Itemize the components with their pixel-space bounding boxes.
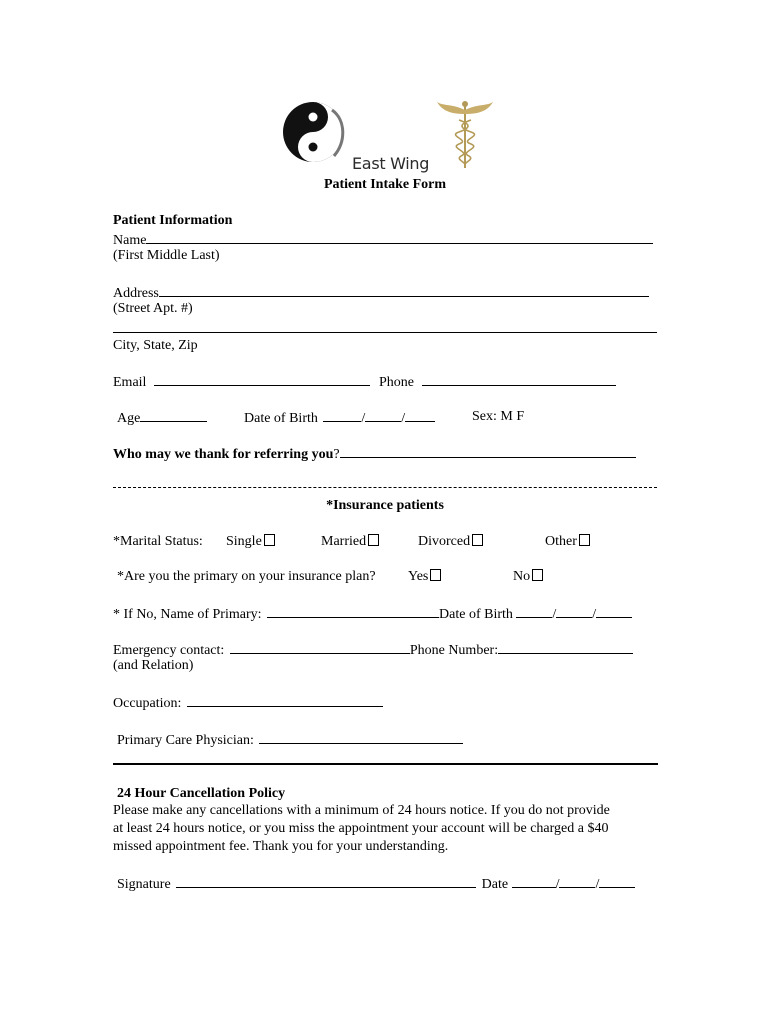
brand-name: East Wing (352, 154, 430, 173)
primary-question: *Are you the primary on your insurance plan? (117, 569, 376, 584)
dob-row (244, 409, 435, 427)
name-label: Name (113, 233, 147, 248)
name-hint: (First Middle Last) (113, 248, 220, 263)
form-title: Patient Intake Form (323, 177, 447, 192)
primary-name-label: * If No, Name of Primary: (113, 607, 262, 622)
insurance-heading: *Insurance patients (326, 498, 444, 513)
age-label: Age (117, 411, 141, 426)
policy-divider (113, 763, 658, 765)
marital-option-divorced[interactable] (418, 534, 483, 550)
phone-field[interactable] (422, 373, 616, 386)
divorced-checkbox[interactable] (472, 534, 483, 546)
dob-year-field[interactable] (405, 409, 435, 422)
emergency-contact-field[interactable] (230, 641, 410, 654)
city-label: City, State, Zip (113, 338, 198, 353)
marital-option-other[interactable] (545, 534, 590, 550)
age-field[interactable] (140, 409, 207, 422)
single-checkbox[interactable] (264, 534, 275, 546)
emergency-phone-field[interactable] (498, 641, 633, 654)
primary-name-field[interactable] (267, 605, 439, 618)
signature-row (117, 875, 635, 893)
date-label: Date (481, 877, 509, 892)
date-separator: / (555, 877, 560, 892)
emergency-phone-label: Phone Number: (409, 643, 499, 658)
address-field[interactable] (159, 284, 649, 297)
other-checkbox[interactable] (579, 534, 590, 546)
physician-label: Primary Care Physician: (117, 733, 254, 748)
section-divider (113, 487, 657, 488)
signature-label: Signature (117, 877, 171, 892)
emergency-label: Emergency contact: (113, 643, 225, 658)
primary-dob-month-field[interactable] (516, 605, 552, 618)
address-label: Address (113, 286, 159, 301)
dob-separator: / (361, 411, 366, 426)
phone-label: Phone (379, 375, 414, 390)
dob-label: Date of Birth (244, 411, 318, 426)
physician-row (117, 731, 463, 749)
date-month-field[interactable] (512, 875, 556, 888)
option-label: Married (321, 534, 367, 549)
married-checkbox[interactable] (368, 534, 379, 546)
option-label: Divorced (418, 534, 471, 549)
policy-line-1: Please make any cancellations with a minimum of 24 hours notice. If you do not provide (113, 803, 610, 818)
occupation-row (113, 694, 383, 712)
dob-separator: / (401, 411, 406, 426)
primary-dob-year-field[interactable] (596, 605, 632, 618)
name-row (113, 231, 653, 249)
dob-day-field[interactable] (365, 409, 401, 422)
physician-field[interactable] (259, 731, 463, 744)
occupation-field[interactable] (187, 694, 383, 707)
no-checkbox[interactable] (532, 569, 543, 581)
signature-field[interactable] (176, 875, 476, 888)
policy-heading: 24 Hour Cancellation Policy (117, 786, 286, 801)
yes-checkbox[interactable] (430, 569, 441, 581)
age-row (117, 409, 207, 427)
option-label: Other (545, 534, 577, 549)
primary-no-option[interactable] (513, 569, 543, 585)
primary-yes-option[interactable] (408, 569, 441, 585)
policy-line-2: at least 24 hours notice, or you miss the appointment your account will be charged a $40 (113, 821, 609, 836)
primary-dob-label: Date of Birth (439, 607, 513, 622)
address-hint: (Street Apt. #) (113, 301, 193, 316)
email-label: Email (113, 375, 147, 390)
marital-option-married[interactable] (321, 534, 379, 550)
no-label: No (513, 569, 531, 584)
phone-row (379, 373, 616, 391)
option-label: Single (226, 534, 262, 549)
dob-separator: / (592, 607, 597, 622)
occupation-label: Occupation: (113, 696, 182, 711)
referral-question-mark: ? (333, 447, 340, 462)
dob-month-field[interactable] (323, 409, 361, 422)
emergency-row (113, 641, 633, 659)
email-row (113, 373, 370, 391)
policy-line-3: missed appointment fee. Thank you for your understanding. (113, 839, 449, 854)
date-year-field[interactable] (599, 875, 635, 888)
yes-label: Yes (408, 569, 429, 584)
address-line-2[interactable] (113, 332, 657, 333)
email-field[interactable] (154, 373, 370, 386)
marital-option-single[interactable] (226, 534, 275, 550)
yin-yang-icon (280, 96, 350, 168)
primary-name-row (113, 605, 632, 623)
caduceus-icon (435, 98, 495, 170)
referral-label: Who may we thank for referring you (113, 447, 334, 462)
date-day-field[interactable] (559, 875, 595, 888)
dob-separator: / (552, 607, 557, 622)
patient-info-heading: Patient Information (113, 213, 233, 228)
logo (280, 96, 500, 176)
emergency-hint: (and Relation) (113, 658, 194, 673)
referral-field[interactable] (340, 445, 636, 458)
sex-label[interactable]: Sex: M F (472, 409, 525, 424)
address-row (113, 284, 649, 302)
date-separator: / (595, 877, 600, 892)
name-field[interactable] (146, 231, 653, 244)
marital-label: *Marital Status: (113, 534, 203, 549)
primary-dob-day-field[interactable] (556, 605, 592, 618)
referral-row (113, 445, 636, 463)
